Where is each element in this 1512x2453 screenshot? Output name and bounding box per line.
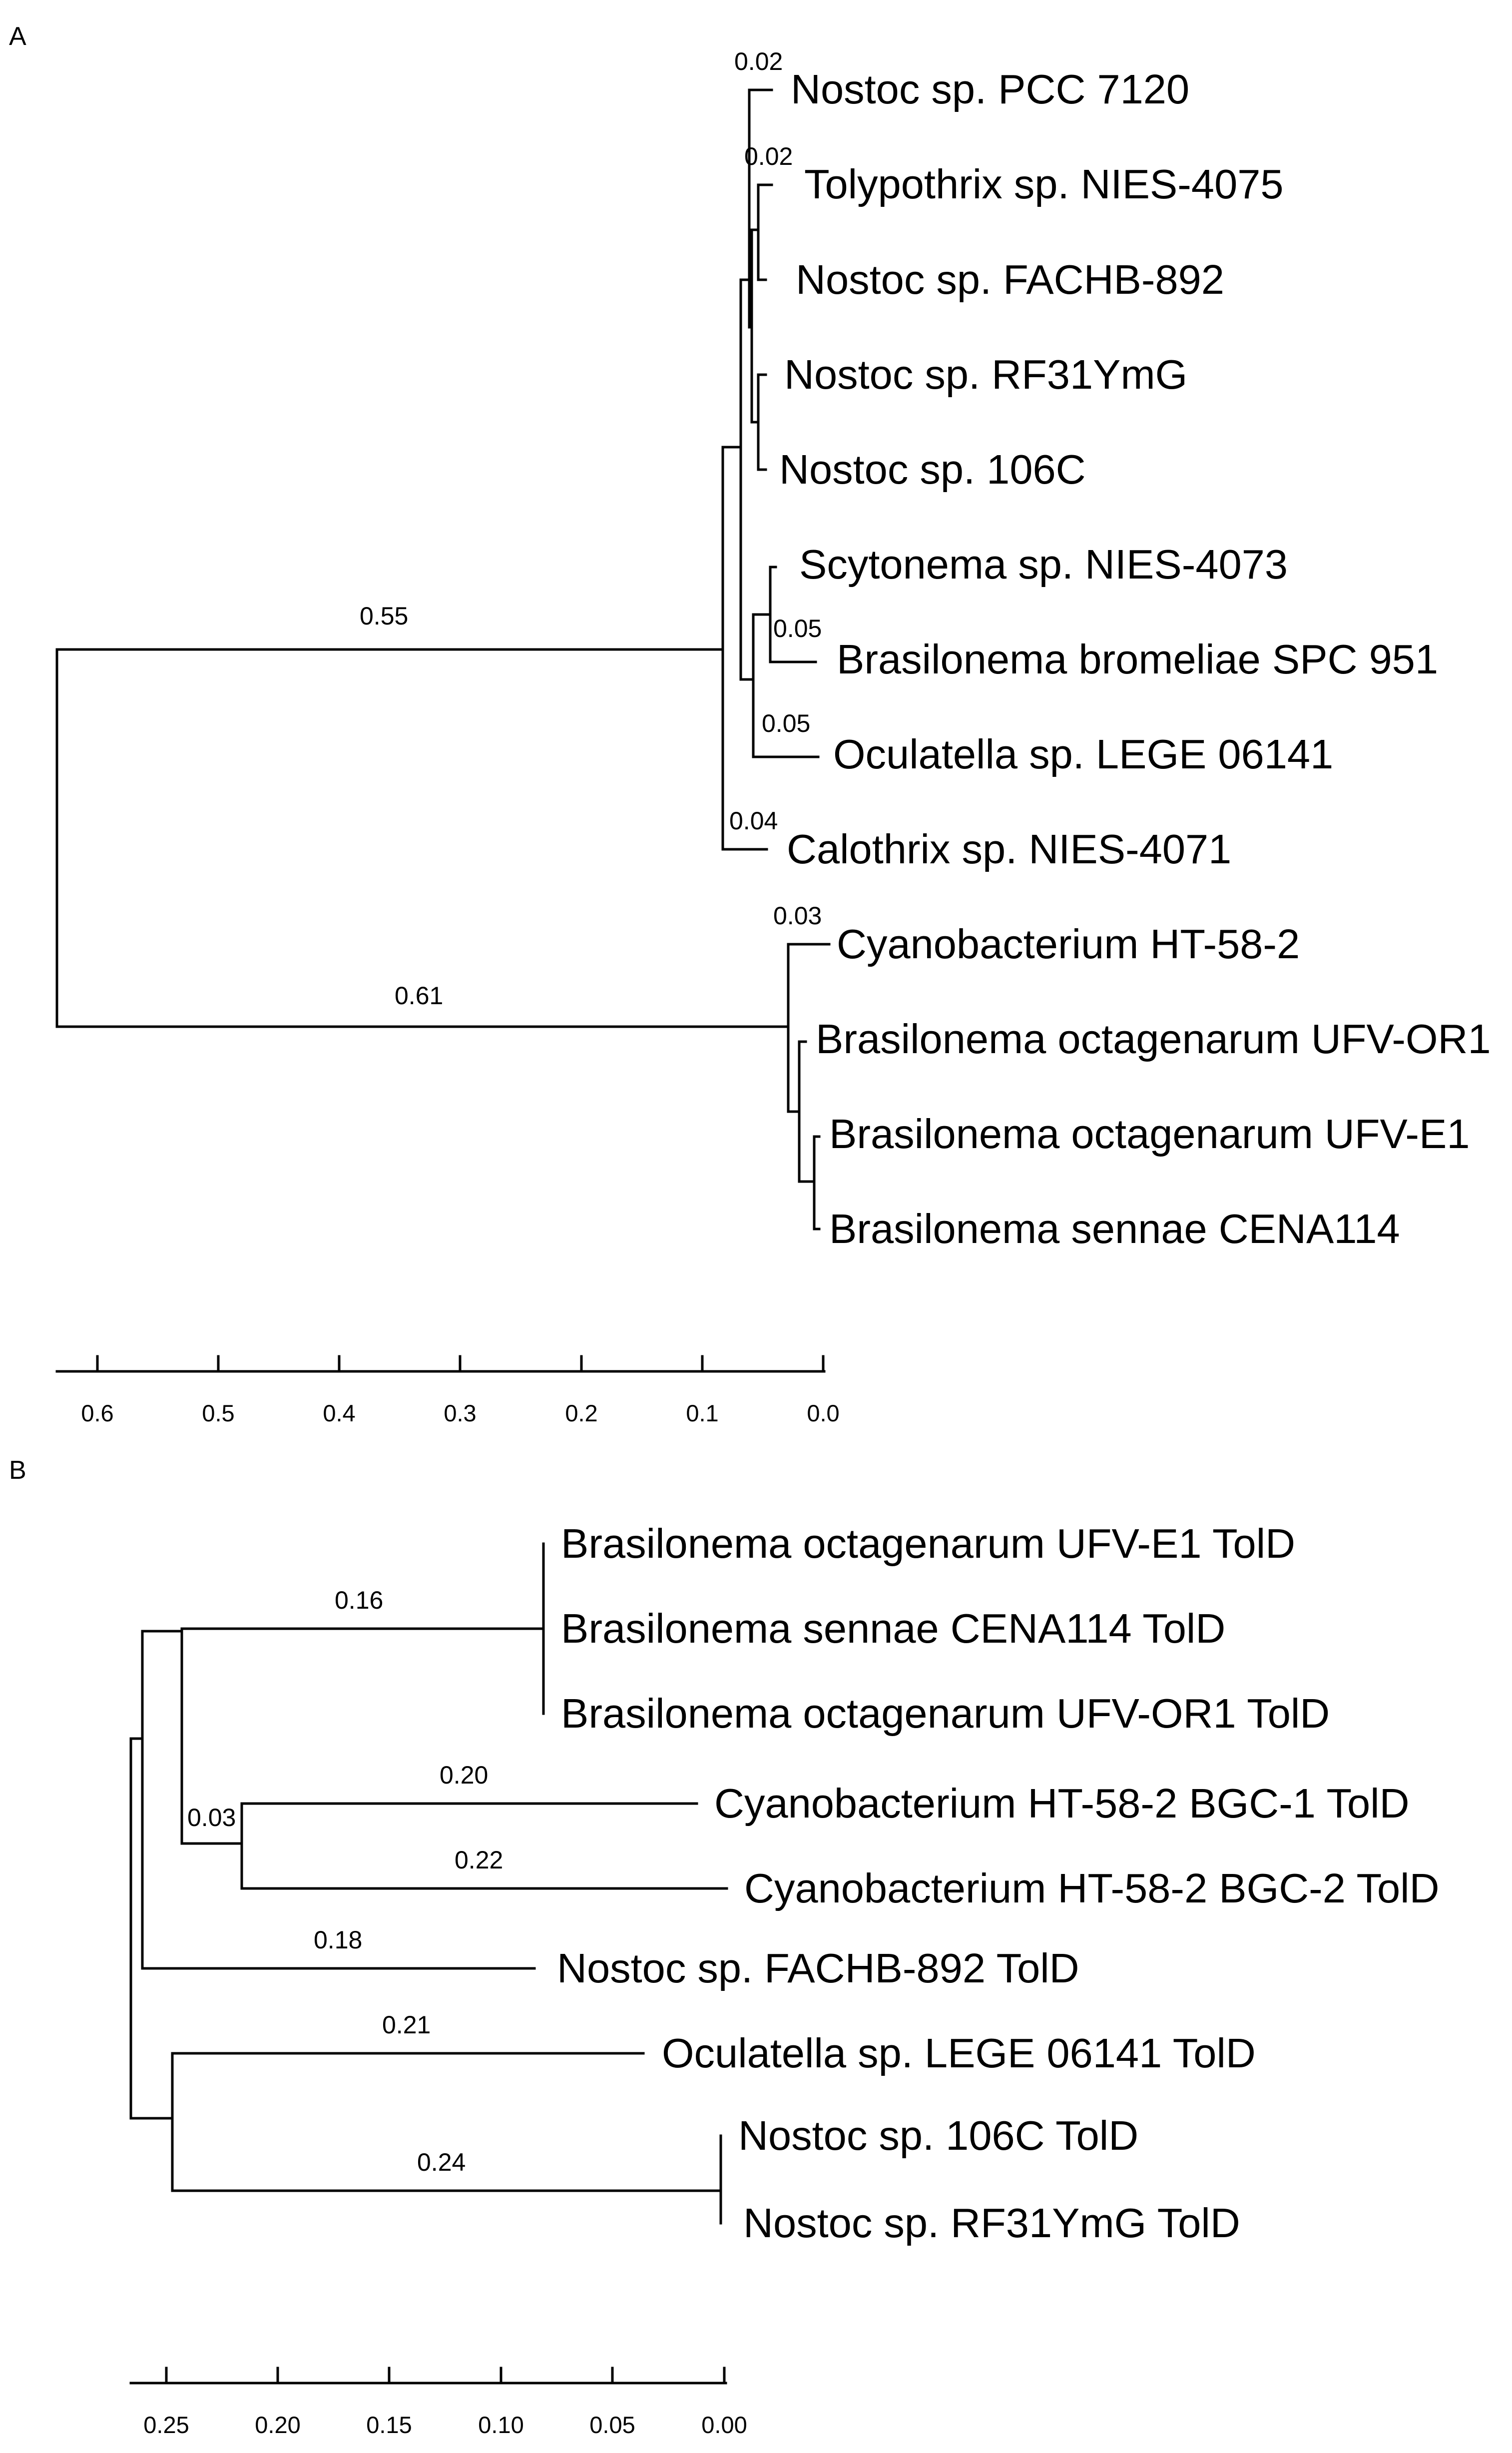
scale-tick-label: 0.5 (202, 1400, 235, 1426)
tree-leaf-label: Nostoc sp. RF31YmG (784, 351, 1188, 398)
branch-length-label: 0.61 (395, 982, 444, 1010)
branch-length-label: 0.16 (335, 1586, 384, 1614)
branch-length-label: 0.03 (187, 1804, 236, 1832)
tree-leaf-label: Brasilonema bromeliae SPC 951 (837, 636, 1439, 682)
tree-leaf-label: Nostoc sp. RF31YmG TolD (743, 2200, 1240, 2246)
panel-b-letter: B (9, 1456, 26, 1485)
tree-leaf-label: Brasilonema octagenarum UFV-OR1 TolD (561, 1690, 1330, 1737)
panel-a-tree-branches (57, 90, 829, 1229)
branch-length-label: 0.02 (744, 142, 793, 170)
scale-tick-label: 0.20 (255, 2412, 301, 2438)
scale-tick-label: 0.3 (444, 1400, 477, 1426)
scale-tick-label: 0.0 (807, 1400, 840, 1426)
tree-leaf-label: Cyanobacterium HT-58-2 BGC-2 TolD (744, 1865, 1440, 1911)
tree-leaf-label: Brasilonema octagenarum UFV-E1 (829, 1111, 1470, 1157)
tree-leaf-label: Nostoc sp. FACHB-892 (796, 256, 1225, 303)
panel-a-scale-axis (57, 1356, 824, 1371)
scale-tick-label: 0.1 (686, 1400, 719, 1426)
tree-leaf-label: Calothrix sp. NIES-4071 (787, 826, 1232, 872)
scale-tick-label: 0.6 (81, 1400, 114, 1426)
branch-length-label: 0.21 (382, 2011, 431, 2039)
tree-leaf-label: Nostoc sp. FACHB-892 TolD (557, 1945, 1079, 1991)
scale-tick-label: 0.15 (366, 2412, 412, 2438)
scale-tick-label: 0.4 (323, 1400, 356, 1426)
panel-a (9, 22, 1491, 1426)
tree-leaf-label: Brasilonema sennae CENA114 (829, 1206, 1400, 1252)
tree-leaf-label: Cyanobacterium HT-58-2 (837, 921, 1300, 967)
branch-length-label: 0.18 (314, 1926, 363, 1954)
scale-tick-label: 0.00 (701, 2412, 747, 2438)
panel-b-scale-axis (131, 2368, 726, 2383)
panel-b (9, 1456, 1440, 2438)
tree-leaf-label: Scytonema sp. NIES-4073 (799, 541, 1288, 588)
branch-length-label: 0.02 (734, 47, 783, 75)
tree-leaf-label: Nostoc sp. 106C (779, 446, 1086, 493)
tree-leaf-label: Brasilonema octagenarum UFV-OR1 (816, 1016, 1491, 1062)
branch-length-label: 0.05 (773, 614, 822, 642)
panel-a-letter: A (9, 22, 26, 51)
tree-leaf-label: Nostoc sp. 106C TolD (738, 2112, 1139, 2159)
tree-leaf-label: Brasilonema sennae CENA114 TolD (561, 1605, 1226, 1652)
tree-leaf-label: Cyanobacterium HT-58-2 BGC-1 TolD (714, 1780, 1410, 1827)
branch-length-label: 0.03 (773, 902, 822, 930)
branch-length-label: 0.55 (360, 602, 409, 630)
tree-leaf-label: Nostoc sp. PCC 7120 (791, 66, 1190, 112)
tree-leaf-label: Tolypothrix sp. NIES-4075 (804, 161, 1284, 207)
branch-length-label: 0.22 (455, 1846, 504, 1874)
scale-tick-label: 0.05 (589, 2412, 635, 2438)
branch-length-label: 0.05 (762, 709, 811, 737)
tree-leaf-label: Brasilonema octagenarum UFV-E1 TolD (561, 1520, 1296, 1567)
branch-length-label: 0.20 (440, 1761, 489, 1789)
tree-leaf-label: Oculatella sp. LEGE 06141 TolD (662, 2030, 1256, 2076)
scale-tick-label: 0.25 (143, 2412, 189, 2438)
scale-tick-label: 0.10 (478, 2412, 524, 2438)
scale-tick-label: 0.2 (565, 1400, 598, 1426)
branch-length-label: 0.24 (417, 2148, 466, 2176)
branch-length-label: 0.04 (729, 807, 778, 835)
tree-leaf-label: Oculatella sp. LEGE 06141 (833, 731, 1334, 777)
